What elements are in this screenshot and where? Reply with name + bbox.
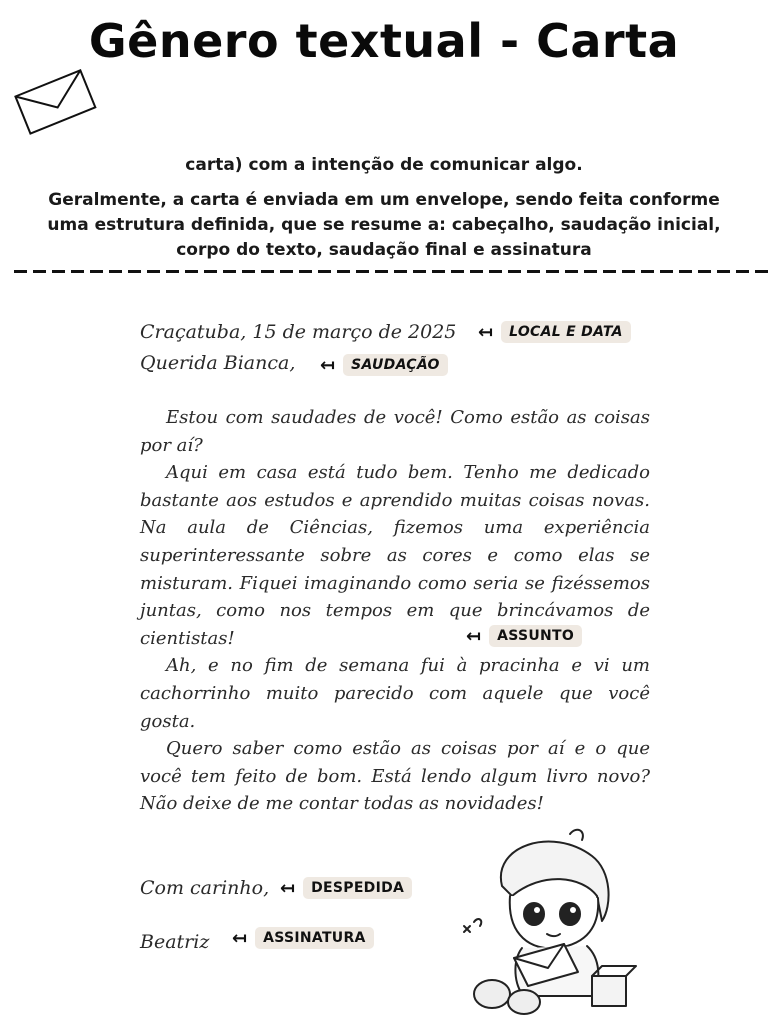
tag-greeting: SAUDAÇÃO	[343, 354, 448, 376]
page-title: Gênero textual - Carta	[88, 14, 680, 68]
tag-place-date: LOCAL E DATA	[501, 321, 631, 343]
letter-signature: Beatriz	[140, 931, 210, 953]
label-subject	[466, 625, 582, 647]
tag-subject: ASSUNTO	[489, 625, 582, 647]
letter-paragraph: Ah, e no fim de semana fui à pracinha e vi um cachorrinho muito parecido com aquele que você gosta.	[140, 655, 650, 732]
arrow-left-icon: ↤	[466, 625, 482, 647]
arrow-left-icon: ↤	[232, 927, 248, 949]
tag-closing: DESPEDIDA	[303, 877, 412, 899]
letter-closing: Com carinho,	[140, 877, 270, 899]
label-signature	[232, 927, 374, 949]
dashed-divider	[14, 270, 768, 273]
label-closing	[280, 877, 412, 899]
tag-signature: ASSINATURA	[255, 927, 374, 949]
letter-paragraph: Aqui em casa está tudo bem. Tenho me dedicado bastante aos estudos e aprendido muitas coisas novas. Na aula de Ciências, fizemos uma experiência superinteressante sobre as cores e como elas se misturam. Fiquei imaginando como seria se fizéssemos juntas, como nos tempos em que brincávamos de cientistas!	[140, 462, 650, 649]
intro-line: carta) com a intenção de comunicar algo.	[185, 155, 583, 175]
letter-body	[140, 404, 650, 818]
envelope-icon	[12, 66, 98, 136]
arrow-left-icon: ↤	[280, 877, 296, 899]
label-place-date	[478, 321, 631, 343]
intro-paragraph: Geralmente, a carta é enviada em um envelope, sendo feita conforme uma estrutura definida, que se resume a: cabeçalho, saudação inicial, corpo do texto, saudação final e assinatura	[47, 190, 721, 260]
letter-place-date: Craçatuba, 15 de março de 2025	[140, 321, 457, 343]
child-writing-illustration	[452, 826, 642, 1016]
arrow-left-icon: ↤	[320, 354, 336, 376]
label-greeting	[320, 354, 448, 376]
letter-greeting: Querida Bianca,	[140, 352, 296, 374]
letter-paragraph: Quero saber como estão as coisas por aí e o que você tem feito de bom. Está lendo algum livro novo? Não deixe de me contar todas as novidades!	[140, 738, 650, 815]
arrow-left-icon: ↤	[478, 321, 494, 343]
letter-paragraph: Estou com saudades de você! Como estão as coisas por aí?	[140, 407, 650, 456]
